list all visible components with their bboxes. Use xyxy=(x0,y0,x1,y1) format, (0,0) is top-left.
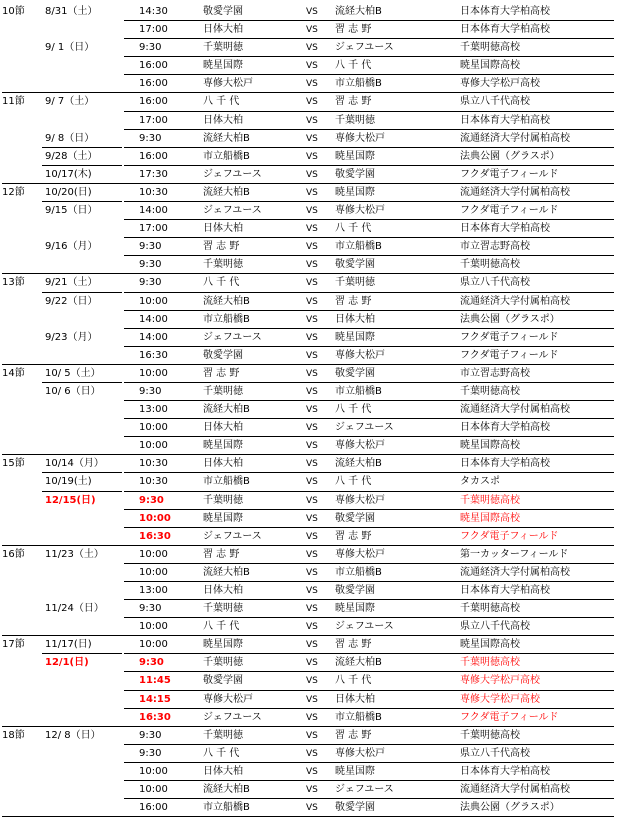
home-team: 千葉明徳 xyxy=(203,385,243,397)
home-team: 流経大柏B xyxy=(203,784,250,796)
venue: フクダ電子フィールド xyxy=(460,331,559,343)
vs-label: VS xyxy=(306,748,318,759)
vs-label: VS xyxy=(306,386,318,397)
vs-label: VS xyxy=(306,224,318,235)
away-team: 暁星国際 xyxy=(335,331,375,343)
kickoff-time: 9:30 xyxy=(139,494,164,506)
home-team: 暁星国際 xyxy=(203,60,243,72)
venue: フクダ電子フィールド xyxy=(460,168,559,180)
kickoff-time: 16:00 xyxy=(139,150,168,162)
kickoff-time: 16:30 xyxy=(139,349,168,361)
venue: 暁星国際高校 xyxy=(460,440,520,452)
kickoff-time: 13:00 xyxy=(139,404,168,416)
away-team: 暁星国際 xyxy=(335,765,375,777)
venue: 日本体育大学柏高校 xyxy=(460,585,550,596)
venue: 市立習志野高校 xyxy=(460,367,530,379)
kickoff-time: 9:30 xyxy=(139,42,162,54)
vs-label: VS xyxy=(306,7,318,17)
away-team: 習 志 野 xyxy=(335,24,372,36)
vs-label: VS xyxy=(306,640,318,651)
away-team: ジェフユース xyxy=(335,422,394,434)
kickoff-time: 9:30 xyxy=(139,132,162,144)
venue: フクダ電子フィールド xyxy=(460,205,559,217)
match-date: 10/14（月） xyxy=(45,458,104,470)
home-team: 八 千 代 xyxy=(203,747,240,759)
vs-label: VS xyxy=(306,803,318,814)
away-team: 専修大松戸 xyxy=(335,494,385,506)
vs-label: VS xyxy=(306,531,318,542)
home-team: 流経大柏B xyxy=(203,186,250,198)
venue: 千葉明徳高校 xyxy=(460,729,520,741)
home-team: ジェフユース xyxy=(203,711,262,723)
vs-label: VS xyxy=(306,513,318,524)
venue: 千葉明徳高校 xyxy=(460,42,520,54)
venue: 県立八千代高校 xyxy=(460,621,530,633)
kickoff-time: 9:30 xyxy=(139,747,162,759)
match-date: 10/ 6（日） xyxy=(45,385,101,397)
section-label: 11節 xyxy=(2,96,25,108)
vs-label: VS xyxy=(306,61,318,72)
home-team: 日体大柏 xyxy=(203,223,243,235)
home-team: 千葉明徳 xyxy=(203,657,243,669)
venue: 流通経済大学付属柏高校 xyxy=(460,295,570,307)
home-team: 千葉明徳 xyxy=(203,42,243,54)
home-team: 日体大柏 xyxy=(203,24,243,36)
vs-label: VS xyxy=(306,350,318,361)
home-team: 日体大柏 xyxy=(203,458,243,470)
away-team: ジェフユース xyxy=(335,42,394,54)
away-team: 専修大松戸 xyxy=(335,440,385,452)
home-team: 暁星国際 xyxy=(203,512,243,524)
venue: 千葉明徳高校 xyxy=(460,657,520,669)
venue: 県立八千代高校 xyxy=(460,747,530,759)
match-date: 12/1(日) xyxy=(45,657,89,669)
kickoff-time: 14:00 xyxy=(139,313,168,325)
vs-label: VS xyxy=(306,423,318,434)
home-team: 暁星国際 xyxy=(203,440,243,452)
kickoff-time: 9:30 xyxy=(139,729,162,741)
kickoff-time: 10:30 xyxy=(139,476,168,488)
home-team: 流経大柏B xyxy=(203,404,250,416)
venue: 暁星国際高校 xyxy=(460,60,520,72)
vs-label: VS xyxy=(306,658,318,669)
venue: 千葉明徳高校 xyxy=(460,259,520,271)
away-team: 習 志 野 xyxy=(335,639,372,651)
kickoff-time: 17:00 xyxy=(139,24,168,36)
away-team: 八 千 代 xyxy=(335,675,372,687)
kickoff-time: 16:30 xyxy=(139,530,171,542)
kickoff-time: 9:30 xyxy=(139,657,164,669)
kickoff-time: 14:15 xyxy=(139,693,171,705)
vs-label: VS xyxy=(306,712,318,723)
home-team: 敬愛学園 xyxy=(203,6,243,17)
venue: 日本体育大学柏高校 xyxy=(460,6,550,17)
away-team: 習 志 野 xyxy=(335,530,372,542)
match-date: 11/23（土） xyxy=(45,548,104,560)
home-team: 日体大柏 xyxy=(203,114,243,126)
away-team: 暁星国際 xyxy=(335,603,375,615)
away-team: 敬愛学園 xyxy=(335,585,375,596)
away-team: 流経大柏B xyxy=(335,458,382,470)
kickoff-time: 10:00 xyxy=(139,566,168,578)
away-team: 八 千 代 xyxy=(335,476,372,488)
venue: 日本体育大学柏高校 xyxy=(460,458,550,470)
venue: フクダ電子フィールド xyxy=(460,349,559,361)
kickoff-time: 16:00 xyxy=(139,78,168,90)
kickoff-time: 16:30 xyxy=(139,711,171,723)
kickoff-time: 9:30 xyxy=(139,277,162,289)
vs-label: VS xyxy=(306,368,318,379)
vs-label: VS xyxy=(306,151,318,162)
home-team: 専修大松戸 xyxy=(203,693,253,705)
vs-label: VS xyxy=(306,730,318,741)
venue: 専修大学松戸高校 xyxy=(460,78,540,90)
venue: 千葉明徳高校 xyxy=(460,385,520,397)
home-team: 市立船橋B xyxy=(203,150,250,162)
kickoff-time: 11:45 xyxy=(139,675,171,687)
match-date: 12/ 8（日） xyxy=(45,729,101,741)
away-team: 習 志 野 xyxy=(335,729,372,741)
venue: 県立八千代高校 xyxy=(460,96,530,108)
kickoff-time: 16:00 xyxy=(139,60,168,72)
vs-label: VS xyxy=(306,441,318,452)
match-date: 11/24（日） xyxy=(45,603,104,615)
vs-label: VS xyxy=(306,260,318,271)
away-team: 専修大松戸 xyxy=(335,349,385,361)
home-team: 習 志 野 xyxy=(203,241,240,253)
away-team: 八 千 代 xyxy=(335,404,372,416)
away-team: 市立船橋B xyxy=(335,711,382,723)
home-team: 日体大柏 xyxy=(203,422,243,434)
kickoff-time: 13:00 xyxy=(139,585,168,596)
venue: 流通経済大学付属柏高校 xyxy=(460,132,570,144)
away-team: 日体大柏 xyxy=(335,693,375,705)
away-team: 暁星国際 xyxy=(335,150,375,162)
venue: 流通経済大学付属柏高校 xyxy=(460,566,570,578)
home-team: ジェフユース xyxy=(203,331,262,343)
venue: 千葉明徳高校 xyxy=(460,603,520,615)
venue: フクダ電子フィールド xyxy=(460,530,559,542)
section-label: 16節 xyxy=(2,548,25,560)
kickoff-time: 9:30 xyxy=(139,385,162,397)
vs-label: VS xyxy=(306,459,318,470)
venue: 法典公園（グラスポ） xyxy=(460,150,560,162)
home-team: 暁星国際 xyxy=(203,639,243,651)
venue: 法典公園（グラスポ） xyxy=(460,802,560,814)
vs-label: VS xyxy=(306,43,318,54)
kickoff-time: 10:00 xyxy=(139,639,168,651)
kickoff-time: 10:00 xyxy=(139,440,168,452)
away-team: 市立船橋B xyxy=(335,78,382,90)
match-date: 12/15(日) xyxy=(45,494,96,506)
venue: 日本体育大学柏高校 xyxy=(460,114,550,126)
away-team: 市立船橋B xyxy=(335,566,382,578)
away-team: 敬愛学園 xyxy=(335,168,375,180)
venue: 専修大学松戸高校 xyxy=(460,693,540,705)
home-team: 千葉明徳 xyxy=(203,494,243,506)
match-date: 9/16（月） xyxy=(45,241,98,253)
section-label: 13節 xyxy=(2,277,25,289)
away-team: 専修大松戸 xyxy=(335,747,385,759)
away-team: 専修大松戸 xyxy=(335,205,385,217)
away-team: ジェフユース xyxy=(335,784,394,796)
kickoff-time: 17:00 xyxy=(139,223,168,235)
vs-label: VS xyxy=(306,495,318,506)
kickoff-time: 10:00 xyxy=(139,548,168,560)
match-date: 10/19(土) xyxy=(45,476,92,488)
kickoff-time: 10:00 xyxy=(139,784,168,796)
away-team: 流経大柏B xyxy=(335,6,382,17)
match-date: 10/ 5（土） xyxy=(45,367,101,379)
kickoff-time: 17:00 xyxy=(139,114,168,126)
section-divider xyxy=(2,816,614,817)
away-team: 市立船橋B xyxy=(335,385,382,397)
home-team: 流経大柏B xyxy=(203,295,250,307)
kickoff-time: 16:00 xyxy=(139,96,168,108)
venue: 日本体育大学柏高校 xyxy=(460,422,550,434)
vs-label: VS xyxy=(306,133,318,144)
section-label: 17節 xyxy=(2,639,25,651)
kickoff-time: 14:00 xyxy=(139,331,168,343)
section-label: 10節 xyxy=(2,6,25,17)
venue: 日本体育大学柏高校 xyxy=(460,24,550,36)
venue: 千葉明徳高校 xyxy=(460,494,520,506)
home-team: ジェフユース xyxy=(203,530,262,542)
home-team: 習 志 野 xyxy=(203,548,240,560)
home-team: 千葉明徳 xyxy=(203,259,243,271)
vs-label: VS xyxy=(306,97,318,108)
away-team: ジェフユース xyxy=(335,621,394,633)
kickoff-time: 9:30 xyxy=(139,603,162,615)
section-label: 18節 xyxy=(2,729,25,741)
away-team: 八 千 代 xyxy=(335,60,372,72)
venue: 流通経済大学付属柏高校 xyxy=(460,404,570,416)
vs-label: VS xyxy=(306,314,318,325)
home-team: 敬愛学園 xyxy=(203,675,243,687)
away-team: 千葉明徳 xyxy=(335,277,375,289)
home-team: 習 志 野 xyxy=(203,367,240,379)
home-team: ジェフユース xyxy=(203,168,262,180)
vs-label: VS xyxy=(306,785,318,796)
away-team: 習 志 野 xyxy=(335,96,372,108)
kickoff-time: 14:30 xyxy=(139,6,168,17)
home-team: 専修大松戸 xyxy=(203,78,253,90)
vs-label: VS xyxy=(306,676,318,687)
vs-label: VS xyxy=(306,25,318,36)
match-date: 9/ 1（日） xyxy=(45,42,95,54)
vs-label: VS xyxy=(306,604,318,615)
away-team: 習 志 野 xyxy=(335,295,372,307)
away-team: 敬愛学園 xyxy=(335,512,375,524)
kickoff-time: 17:30 xyxy=(139,168,168,180)
away-team: 敬愛学園 xyxy=(335,367,375,379)
section-label: 15節 xyxy=(2,458,25,470)
vs-label: VS xyxy=(306,586,318,596)
home-team: 八 千 代 xyxy=(203,277,240,289)
away-team: 敬愛学園 xyxy=(335,802,375,814)
venue: 暁星国際高校 xyxy=(460,639,520,651)
kickoff-time: 9:30 xyxy=(139,241,162,253)
away-team: 専修大松戸 xyxy=(335,548,385,560)
kickoff-time: 16:00 xyxy=(139,802,168,814)
home-team: 市立船橋B xyxy=(203,313,250,325)
home-team: 流経大柏B xyxy=(203,132,250,144)
venue: 市立習志野高校 xyxy=(460,241,530,253)
away-team: 日体大柏 xyxy=(335,313,375,325)
vs-label: VS xyxy=(306,278,318,289)
vs-label: VS xyxy=(306,622,318,633)
vs-label: VS xyxy=(306,79,318,90)
away-team: 市立船橋B xyxy=(335,241,382,253)
home-team: 敬愛学園 xyxy=(203,349,243,361)
venue: 法典公園（グラスポ） xyxy=(460,313,560,325)
kickoff-time: 10:00 xyxy=(139,512,171,524)
match-date: 10/17(木) xyxy=(45,168,92,180)
venue: 日本体育大学柏高校 xyxy=(460,765,550,777)
venue: タカスポ xyxy=(460,476,500,488)
venue: 第一カッターフィールド xyxy=(460,548,569,560)
vs-label: VS xyxy=(306,206,318,217)
vs-label: VS xyxy=(306,115,318,126)
venue: 暁星国際高校 xyxy=(460,512,520,524)
home-team: 市立船橋B xyxy=(203,476,250,488)
kickoff-time: 10:30 xyxy=(139,186,168,198)
vs-label: VS xyxy=(306,332,318,343)
home-team: 流経大柏B xyxy=(203,566,250,578)
match-date: 8/31（土） xyxy=(45,6,98,17)
kickoff-time: 10:00 xyxy=(139,765,168,777)
match-date: 9/15（日） xyxy=(45,205,98,217)
away-team: 敬愛学園 xyxy=(335,259,375,271)
home-team: 千葉明徳 xyxy=(203,729,243,741)
kickoff-time: 10:30 xyxy=(139,458,168,470)
venue: 県立八千代高校 xyxy=(460,277,530,289)
away-team: 専修大松戸 xyxy=(335,132,385,144)
match-date: 9/23（月） xyxy=(45,331,98,343)
away-team: 八 千 代 xyxy=(335,223,372,235)
venue: 専修大学松戸高校 xyxy=(460,675,540,687)
away-team: 千葉明徳 xyxy=(335,114,375,126)
vs-label: VS xyxy=(306,187,318,198)
vs-label: VS xyxy=(306,296,318,307)
kickoff-time: 10:00 xyxy=(139,367,168,379)
vs-label: VS xyxy=(306,549,318,560)
home-team: 日体大柏 xyxy=(203,585,243,596)
kickoff-time: 14:00 xyxy=(139,205,168,217)
kickoff-time: 10:00 xyxy=(139,422,168,434)
venue: フクダ電子フィールド xyxy=(460,711,559,723)
vs-label: VS xyxy=(306,766,318,777)
match-date: 11/17(日) xyxy=(45,639,92,651)
vs-label: VS xyxy=(306,169,318,180)
away-team: 暁星国際 xyxy=(335,186,375,198)
match-date: 9/28（土） xyxy=(45,150,98,162)
venue: 流通経済大学付属柏高校 xyxy=(460,186,570,198)
vs-label: VS xyxy=(306,405,318,416)
match-date: 10/20(日) xyxy=(45,186,92,198)
venue: 流通経済大学付属柏高校 xyxy=(460,784,570,796)
match-date: 9/ 7（土） xyxy=(45,96,95,108)
home-team: 日体大柏 xyxy=(203,765,243,777)
kickoff-time: 9:30 xyxy=(139,259,162,271)
venue: 日本体育大学柏高校 xyxy=(460,223,550,235)
away-team: 流経大柏B xyxy=(335,657,382,669)
home-team: ジェフユース xyxy=(203,205,262,217)
home-team: 千葉明徳 xyxy=(203,603,243,615)
home-team: 市立船橋B xyxy=(203,802,250,814)
vs-label: VS xyxy=(306,567,318,578)
match-date: 9/ 8（日） xyxy=(45,132,95,144)
section-label: 12節 xyxy=(2,186,25,198)
home-team: 八 千 代 xyxy=(203,621,240,633)
match-date: 9/22（日） xyxy=(45,295,98,307)
vs-label: VS xyxy=(306,477,318,488)
vs-label: VS xyxy=(306,694,318,705)
kickoff-time: 10:00 xyxy=(139,295,168,307)
kickoff-time: 10:00 xyxy=(139,621,168,633)
match-date: 9/21（土） xyxy=(45,277,98,289)
home-team: 八 千 代 xyxy=(203,96,240,108)
vs-label: VS xyxy=(306,242,318,253)
section-label: 14節 xyxy=(2,367,25,379)
